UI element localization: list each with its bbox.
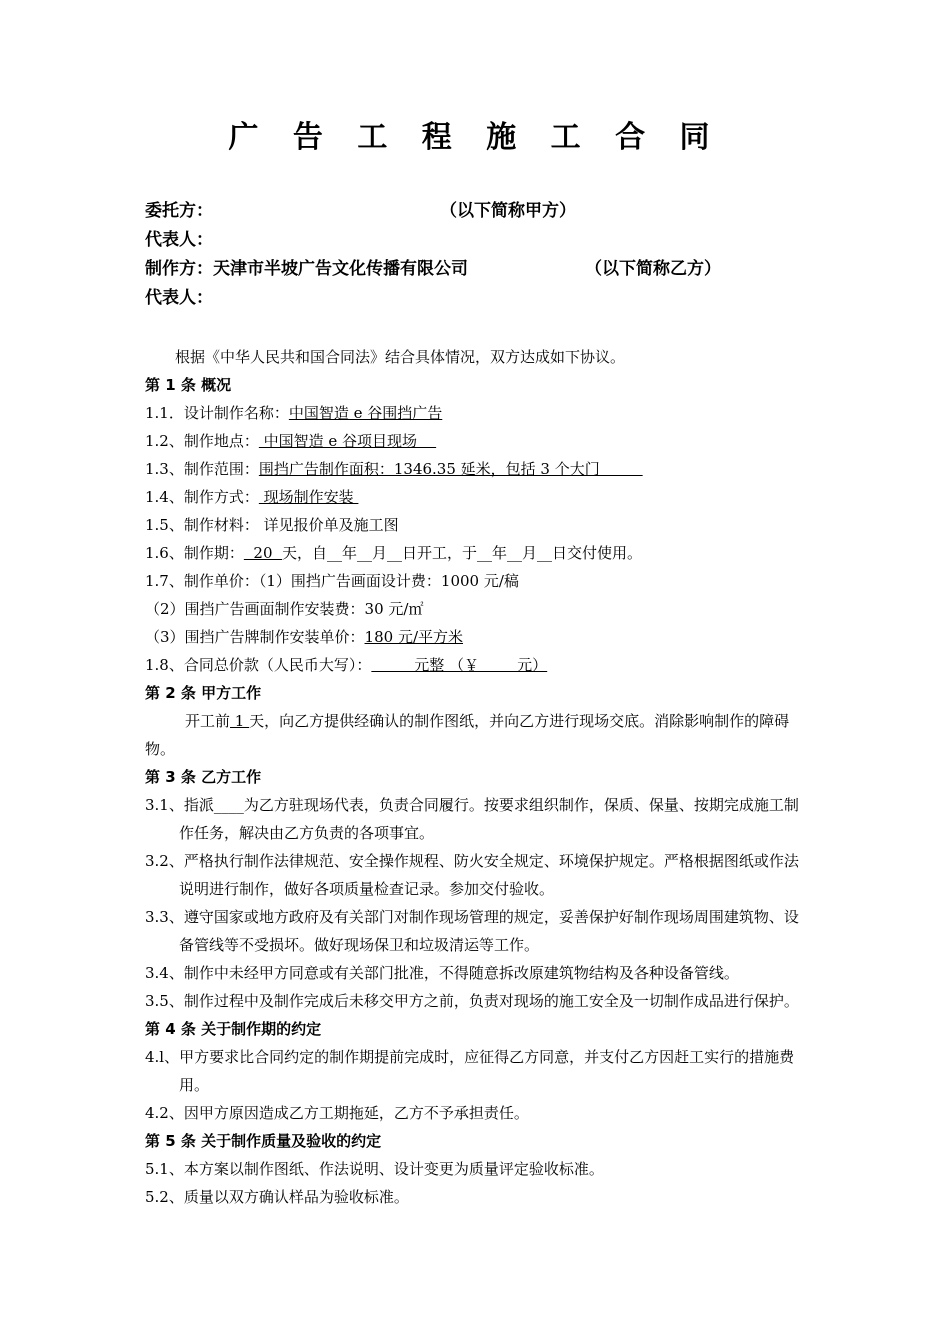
maker-abbreviation: （以下简称乙方） [585,259,721,279]
article-2-heading: 第 2 条 甲方工作 [145,684,262,702]
article-3-heading: 第 3 条 乙方工作 [145,768,262,786]
clause-1-7-3-value: 180 元/平方米 [364,628,463,646]
clause-3-1: 3.1、指派____为乙方驻现场代表，负责合同履行。按要求组织制作，保质、保量、按期完成施工制作任务，解决由乙方负责的各项事宜。 [145,796,799,842]
article-4-heading: 第 4 条 关于制作期的约定 [145,1020,322,1038]
intro-paragraph: 根据《中华人民共和国合同法》结合具体情况，双方达成如下协议。 [175,348,626,366]
article-2-text [145,707,805,763]
document-title: 广 告 工 程 施 工 合 同 [228,120,722,155]
clause-1-7-3 [145,623,805,651]
maker-name: 天津市半坡广告文化传播有限公司 [213,259,468,279]
maker-line [145,257,721,281]
clause-1-1 [145,399,805,427]
clause-1-3 [145,455,805,483]
clause-1-6-rest: 天，自__年__月__日开工，于__年__月__日交付使用。 [282,544,643,562]
clause-1-2 [145,427,805,455]
clause-1-4-label: 1.4、制作方式： [145,488,259,506]
maker-label: 制作方： [145,259,213,279]
clause-1-6-days: 20 [243,544,283,562]
clause-5-1: 5.1、本方案以制作图纸、作法说明、设计变更为质量评定验收标准。 [145,1160,604,1178]
client-abbreviation: （以下简称甲方） [440,201,576,221]
maker-representative-label: 代表人： [145,288,213,308]
clause-1-4 [145,483,805,511]
clause-1-5: 1.5、制作材料： 详见报价单及施工图 [145,516,399,534]
clause-1-6 [145,539,805,567]
clause-1-8-label: 1.8、合同总价款（人民币大写）： [145,656,372,674]
clause-1-8-value: 元整 （￥ 元） [371,656,548,674]
article-2-text-post: 天，向乙方提供经确认的制作图纸，并向乙方进行现场交底。消除影响制作的障碍物。 [145,712,790,758]
client-line [145,199,576,223]
clause-1-7-3-label: （3）围挡广告牌制作安装单价： [145,628,365,646]
client-representative-line [145,228,213,252]
clause-5-2: 5.2、质量以双方确认样品为验收标准。 [145,1188,409,1206]
contract-body [145,343,805,1211]
clause-1-2-label: 1.2、制作地点： [145,432,259,450]
clause-3-2: 3.2、严格执行制作法律规范、安全操作规程、防火安全规定、环境保护规定。严格根据图纸或作法说明进行制作，做好各项质量检查记录。参加交付验收。 [145,852,799,898]
article-5-heading: 第 5 条 关于制作质量及验收的约定 [145,1132,382,1150]
clause-3-3: 3.3、遵守国家或地方政府及有关部门对制作现场管理的规定，妥善保护好制作现场周围建筑物、设备管线等不受损坏。做好现场保卫和垃圾清运等工作。 [145,908,799,954]
clause-1-3-label: 1.3、制作范围： [145,460,259,478]
article-2-text-pre: 开工前 [185,712,231,730]
article-2-days: 1 [230,712,250,730]
clause-1-4-value: 现场制作安装 [258,488,359,506]
clause-4-2: 4.2、因甲方原因造成乙方工期拖延，乙方不予承担责任。 [145,1104,529,1122]
clause-1-1-value: 中国智造 e 谷围挡广告 [288,404,443,422]
article-1-heading: 第 1 条 概况 [145,376,232,394]
clause-1-2-value: 中国智造 e 谷项目现场 [258,432,437,450]
client-representative-label: 代表人： [145,230,213,250]
clause-1-3-value: 围挡广告制作面积：1346.35 延米，包括 3 个大门 [258,460,643,478]
clause-1-7: 1.7、制作单价：（1）围挡广告画面设计费：1000 元/稿 [145,572,519,590]
clause-3-4: 3.4、制作中未经甲方同意或有关部门批准，不得随意拆改原建筑物结构及各种设备管线。 [145,964,739,982]
clause-3-5: 3.5、制作过程中及制作完成后未移交甲方之前，负责对现场的施工安全及一切制作成品进行保护。 [145,992,799,1010]
client-label: 委托方： [145,201,213,221]
clause-1-1-label: 1.1．设计制作名称： [145,404,289,422]
maker-representative-line [145,286,213,310]
clause-1-6-label: 1.6、制作期： [145,544,244,562]
clause-1-7-2: （2）围挡广告画面制作安装费：30 元/㎡ [145,600,424,618]
clause-1-8 [145,651,805,679]
clause-4-1: 4.l、甲方要求比合同约定的制作期提前完成时，应征得乙方同意，并支付乙方因赶工实行的措施费用。 [145,1048,795,1094]
